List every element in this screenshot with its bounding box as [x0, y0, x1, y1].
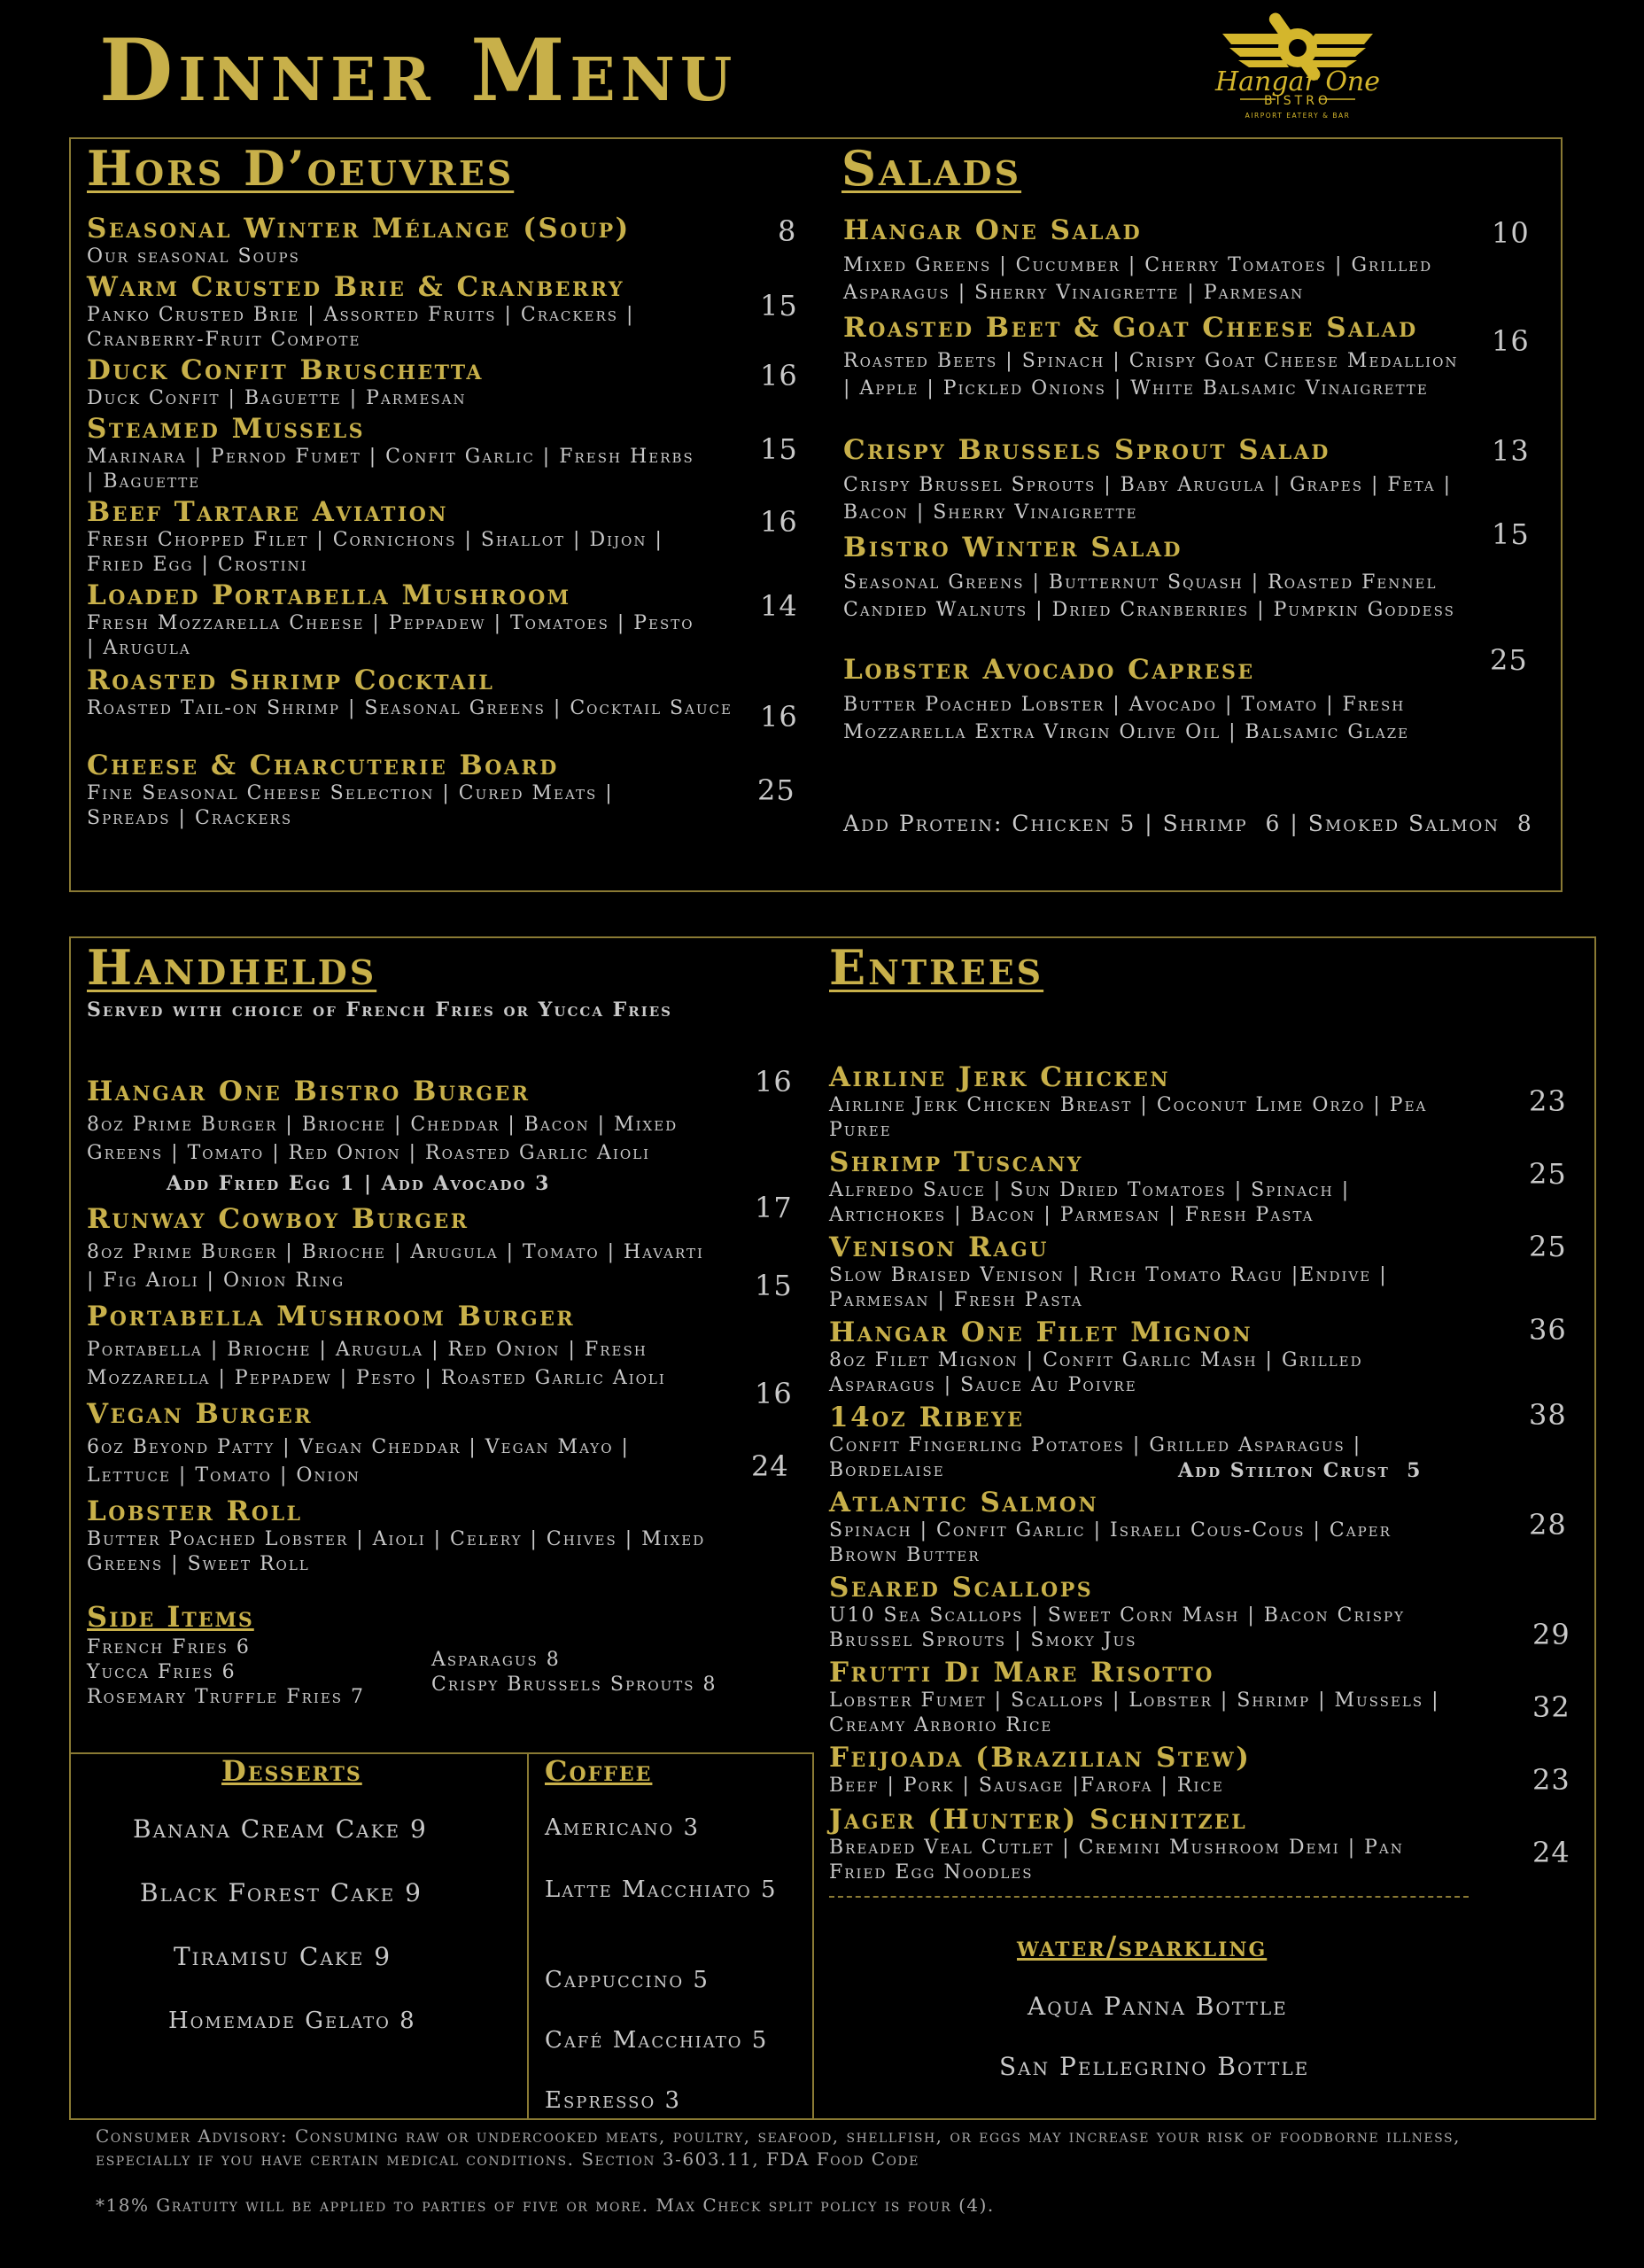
item-name: Hangar One Filet Mignon	[829, 1317, 1253, 1348]
item-price: 14	[760, 589, 798, 623]
item-name: Atlantic Salmon	[829, 1487, 1099, 1518]
desserts-box	[69, 1752, 529, 2120]
item-desc: Slow Braised Venison | Rich Tomato Ragu |Endive | Parmesan | Fresh Pasta	[829, 1264, 1388, 1311]
item-desc: Duck Confit | Baguette | Parmesan	[87, 387, 467, 409]
side-items-left	[87, 1635, 365, 1710]
burger-addon: Add Fried Egg 1 | Add Avocado 3	[167, 1172, 551, 1195]
item-desc: Fresh Mozzarella Cheese | Peppadew | Tomatoes | Pesto | Arugula	[87, 612, 694, 659]
dessert-item: Banana Cream Cake 9	[133, 1814, 428, 1844]
item-name: Vegan Burger	[87, 1398, 314, 1430]
item-name: Lobster Roll	[87, 1495, 303, 1527]
item-price: 32	[1532, 1690, 1570, 1724]
menu-item	[843, 312, 1463, 402]
item-price: 25	[1490, 643, 1528, 677]
handhelds-subtitle: Served with choice of French Fries or Yucca Fries	[87, 998, 672, 1021]
menu-item	[829, 1657, 1485, 1738]
item-price: 16	[1492, 324, 1530, 358]
item-name: Hangar One Salad	[843, 214, 1143, 246]
item-price: 23	[1532, 1763, 1570, 1797]
item-name: Loaded Portabella Mushroom	[87, 579, 571, 611]
menu-item	[829, 1231, 1449, 1313]
dessert-item: Homemade Gelato 8	[168, 2008, 416, 2034]
side-item: Crispy Brussels Sprouts 8	[431, 1674, 717, 1696]
item-desc: Roasted Beets | Spinach | Crispy Goat Cheese Medallion | Apple | Pickled Onions | White Balsamic Vinaigrette	[843, 350, 1459, 400]
coffee-heading: Coffee	[545, 1754, 653, 1788]
handhelds-heading: Handhelds	[87, 939, 377, 996]
side-item: Rosemary Truffle Fries 7	[87, 1686, 366, 1708]
salads-heading: Salads	[841, 140, 1022, 197]
item-price: 25	[757, 773, 795, 807]
menu-item	[87, 1398, 707, 1490]
item-price: 25	[1529, 1157, 1567, 1191]
menu-item	[87, 1301, 733, 1393]
item-name: Runway Cowboy Burger	[87, 1203, 469, 1235]
item-price: 24	[1532, 1836, 1570, 1869]
item-desc: Alfredo Sauce | Sun Dried Tomatoes | Spinach | Artichokes | Bacon | Parmesan | Fresh Pasta	[829, 1179, 1351, 1226]
water-item: San Pellegrino Bottle	[999, 2052, 1310, 2081]
dessert-item: Black Forest Cake 9	[140, 1878, 423, 1907]
item-price: 15	[760, 289, 798, 322]
item-price: 29	[1532, 1618, 1570, 1651]
logo-tagline: AIRPORT EATERY & BAR	[1245, 112, 1351, 120]
item-name: Cheese & Charcuterie Board	[87, 750, 559, 781]
side-items-right	[431, 1648, 717, 1697]
item-name: Lobster Avocado Caprese	[843, 654, 1255, 686]
hangar-one-logo	[1205, 0, 1391, 133]
coffee-item: Latte Macchiato 5	[545, 1876, 778, 1903]
item-name: Feijoada (Brazilian Stew)	[829, 1742, 1252, 1774]
coffee-item: Espresso 3	[545, 2087, 682, 2114]
dessert-item: Tiramisu Cake 9	[174, 1942, 392, 1971]
item-desc: 8oz Prime Burger | Brioche | Arugula | Tomato | Havarti | Fig Aioli | Onion Ring	[87, 1241, 704, 1292]
item-price: 25	[1529, 1230, 1567, 1263]
item-desc: Beef | Pork | Sausage |Farofa | Rice	[829, 1775, 1224, 1797]
side-item: Asparagus 8	[431, 1649, 561, 1671]
item-price: 28	[1529, 1508, 1567, 1542]
item-price: 23	[1529, 1084, 1567, 1118]
item-price: 36	[1529, 1313, 1567, 1347]
item-name: Warm Crusted Brie & Cranberry	[87, 271, 625, 303]
entrees-heading: Entrees	[829, 939, 1044, 996]
item-desc: Airline Jerk Chicken Breast | Coconut Lime Orzo | Pea Puree	[829, 1094, 1428, 1141]
item-price: 16	[755, 1065, 793, 1099]
add-protein: Add Protein: Chicken 5 | Shrimp 6 | Smoked Salmon 8	[843, 811, 1533, 836]
menu-item	[87, 213, 760, 269]
item-name: 14oz Ribeye	[829, 1402, 1025, 1433]
item-desc: Panko Crusted Brie | Assorted Fruits | Crackers | Cranberry-Fruit Compote	[87, 304, 635, 351]
item-price: 24	[751, 1449, 789, 1483]
item-name: Venison Ragu	[829, 1231, 1049, 1263]
item-name: Frutti Di Mare Risotto	[829, 1657, 1214, 1689]
item-price: 38	[1529, 1398, 1567, 1432]
item-name: Seared Scallops	[829, 1572, 1094, 1604]
item-price: 15	[1492, 517, 1530, 551]
item-price: 16	[760, 700, 798, 734]
hors-heading: Hors D’oeuvres	[87, 140, 515, 197]
item-desc: Crispy Brussel Sprouts | Baby Arugula | Grapes | Feta | Bacon | Sherry Vinaigrette	[843, 474, 1453, 524]
consumer-advisory: Consumer Advisory: Consuming raw or undercooked meats, poultry, seafood, shellfish, or eggs may increase your risk of foodborne illness, especially if you have certain medical conditions. Section 3-603.11, FDA Food Code	[96, 2125, 1461, 2170]
menu-item	[87, 1495, 707, 1577]
item-price: 16	[760, 359, 798, 392]
item-desc: U10 Sea Scallops | Sweet Corn Mash | Bacon Crispy Brussel Sprouts | Smoky Jus	[829, 1604, 1406, 1651]
coffee-item: Americano 3	[545, 1814, 701, 1841]
item-name: Steamed Mussels	[87, 413, 366, 445]
menu-item	[87, 413, 707, 494]
item-desc: Breaded Veal Cutlet | Cremini Mushroom Demi | Pan Fried Egg Noodles	[829, 1837, 1404, 1884]
menu-item	[843, 532, 1463, 624]
item-desc: Confit Fingerling Potatoes | Grilled Asparagus | Bordelaise	[829, 1434, 1362, 1481]
item-price: 13	[1492, 434, 1530, 468]
menu-item	[87, 664, 733, 721]
menu-item	[87, 1076, 733, 1168]
water-heading: water/sparkling	[1017, 1930, 1268, 1963]
water-item: Aqua Panna Bottle	[1028, 1992, 1288, 2021]
coffee-item: Cappuccino 5	[545, 1967, 710, 1993]
item-name: Roasted Shrimp Cocktail	[87, 664, 495, 696]
item-price: 16	[755, 1377, 793, 1410]
item-desc: Our seasonal Soups	[87, 245, 300, 268]
item-desc: Seasonal Greens | Butternut Squash | Roasted Fennel Candied Walnuts | Dried Cranberries | Pumpkin Goddess	[843, 571, 1455, 621]
item-name: Beef Tartare Aviation	[87, 496, 448, 528]
item-desc: Fresh Chopped Filet | Cornichons | Shallot | Dijon | Fried Egg | Crostini	[87, 529, 663, 576]
item-price: 17	[755, 1191, 793, 1224]
menu-item	[87, 271, 707, 353]
coffee-box	[527, 1752, 814, 2120]
item-price: 10	[1492, 216, 1530, 250]
menu-item	[87, 496, 725, 578]
item-desc: Lobster Fumet | Scallops | Lobster | Shrimp | Mussels | Creamy Arborio Rice	[829, 1689, 1440, 1736]
menu-item	[829, 1061, 1485, 1143]
menu-item	[87, 579, 707, 661]
item-desc: Butter Poached Lobster | Aioli | Celery | Chives | Mixed Greens | Sweet Roll	[87, 1528, 706, 1575]
coffee-item: Café Macchiato 5	[545, 2027, 769, 2054]
menu-item	[829, 1487, 1467, 1568]
item-name: Bistro Winter Salad	[843, 532, 1183, 563]
item-price: 16	[760, 505, 798, 539]
item-desc: 8oz Prime Burger | Brioche | Cheddar | Bacon | Mixed Greens | Tomato | Red Onion | Roasted Garlic Aioli	[87, 1114, 679, 1164]
side-items-heading: Side Items	[87, 1600, 254, 1634]
side-item: French Fries 6	[87, 1636, 251, 1658]
menu-item	[829, 1317, 1449, 1398]
item-desc: Fine Seasonal Cheese Selection | Cured Meats | Spreads | Crackers	[87, 782, 614, 829]
menu-item	[843, 434, 1463, 526]
item-price: 15	[755, 1269, 793, 1302]
menu-item	[829, 1804, 1449, 1885]
dashed-divider	[829, 1896, 1469, 1898]
item-desc: Mixed Greens | Cucumber | Cherry Tomatoes | Grilled Asparagus | Sherry Vinaigrette | Parmesan	[843, 254, 1433, 304]
item-name: Airline Jerk Chicken	[829, 1061, 1170, 1093]
menu-item	[829, 1742, 1449, 1798]
item-desc: 6oz Beyond Patty | Vegan Cheddar | Vegan Mayo | Lettuce | Tomato | Onion	[87, 1436, 630, 1487]
desserts-heading: Desserts	[221, 1754, 362, 1788]
menu-item	[87, 1203, 707, 1295]
menu-item	[843, 214, 1463, 307]
item-name: Shrimp Tuscany	[829, 1146, 1083, 1178]
item-name: Jager (Hunter) Schnitzel	[829, 1804, 1248, 1836]
item-desc: 8oz Filet Mignon | Confit Garlic Mash | Grilled Asparagus | Sauce Au Poivre	[829, 1349, 1363, 1396]
item-desc: Marinara | Pernod Fumet | Confit Garlic | Fresh Herbs | Baguette	[87, 446, 694, 493]
item-name: Crispy Brussels Sprout Salad	[843, 434, 1330, 466]
page-title: Dinner Menu	[99, 20, 738, 120]
item-price: 8	[778, 214, 797, 248]
item-desc: Roasted Tail-on Shrimp | Seasonal Greens | Cocktail Sauce	[87, 697, 733, 719]
menu-item	[829, 1572, 1449, 1653]
item-desc: Butter Poached Lobster | Avocado | Tomato | Fresh Mozzarella Extra Virgin Olive Oil | Balsamic Glaze	[843, 694, 1410, 743]
item-price: 15	[760, 432, 798, 466]
menu-item	[87, 750, 689, 831]
menu-item	[843, 654, 1481, 746]
item-desc: Portabella | Brioche | Arugula | Red Onion | Fresh Mozzarella | Peppadew | Pesto | Roasted Garlic Aioli	[87, 1339, 666, 1389]
item-name: Hangar One Bistro Burger	[87, 1076, 531, 1107]
menu-item	[87, 354, 707, 411]
menu-item	[829, 1146, 1449, 1228]
logo-sub: BISTRO	[1264, 94, 1331, 108]
side-item: Yucca Fries 6	[87, 1661, 237, 1683]
item-name: Portabella Mushroom Burger	[87, 1301, 576, 1332]
gratuity-note: *18% Gratuity will be applied to parties of five or more. Max Check split policy is four (4).	[96, 2194, 995, 2216]
item-name: Duck Confit Bruschetta	[87, 354, 484, 386]
logo-name: Hangar One	[1214, 66, 1381, 97]
item-desc: Spinach | Confit Garlic | Israeli Cous-Cous | Caper Brown Butter	[829, 1519, 1392, 1566]
item-name: Seasonal Winter Mélange (Soup)	[87, 213, 631, 245]
item-name: Roasted Beet & Goat Cheese Salad	[843, 312, 1418, 344]
ribeye-addon: Add Stilton Crust 5	[1178, 1459, 1423, 1482]
